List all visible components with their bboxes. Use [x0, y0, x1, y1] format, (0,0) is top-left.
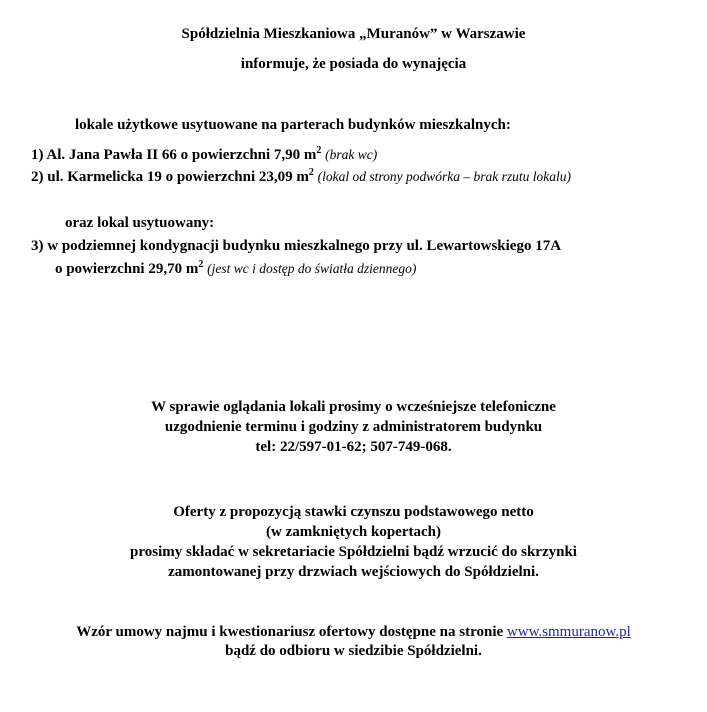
- viewing-phone: tel: 22/597-01-62; 507-749-068.: [255, 439, 452, 455]
- list-item-1-sup: 2: [316, 145, 322, 156]
- list-item-2-note: (lokal od strony podwórka – brak rzutu lokalu): [317, 169, 571, 184]
- list-item-3-sup: 2: [198, 259, 204, 270]
- offers-line-1: Oferty z propozycją stawki czynszu podstawowego netto: [173, 504, 534, 520]
- footer-line-1: [0, 622, 707, 642]
- viewing-line-2: uzgodnienie terminu i godziny z administratorem budynku: [164, 419, 543, 435]
- footer-line-2: bądź do odbioru w siedzibie Spółdzielni.: [225, 643, 482, 659]
- section2-intro: oraz lokal usytuowany:: [65, 215, 215, 231]
- website-link[interactable]: www.smmuranow.pl: [506, 624, 631, 640]
- viewing-line-1: W sprawie oglądania lokali prosimy o wcześniejsze telefoniczne: [151, 399, 556, 415]
- section1-intro: lokale użytkowe usytuowane na parterach budynków mieszkalnych:: [75, 117, 511, 133]
- offers-line-2: (w zamkniętych kopertach): [266, 524, 441, 540]
- list-item-1-text: 1) Al. Jana Pawła II 66 o powierzchni 7,90 m: [31, 147, 317, 163]
- list-item-2-text: 2) ul. Karmelicka 19 o powierzchni 23,09 m: [31, 169, 309, 185]
- list-item-3-line2: [55, 259, 416, 279]
- header-title: Spółdzielnia Mieszkaniowa „Muranów” w Warszawie: [181, 26, 526, 42]
- offers-line-4: zamontowanej przy drzwiach wejściowych do Spółdzielni.: [168, 564, 539, 580]
- list-item-3-line1: 3) w podziemnej kondygnacji budynku mieszkalnego przy ul. Lewartowskiego 17A: [31, 238, 562, 254]
- footer-text: Wzór umowy najmu i kwestionariusz ofertowy dostępne na stronie: [76, 624, 507, 640]
- list-item-1-note: (brak wc): [325, 147, 378, 162]
- offers-line-3: prosimy składać w sekretariacie Spółdzielni bądź wrzucić do skrzynki: [130, 544, 577, 560]
- list-item-3-text: o powierzchni 29,70 m: [55, 261, 199, 277]
- list-item-2: [31, 167, 571, 187]
- header-subtitle: informuje, że posiada do wynajęcia: [240, 56, 467, 72]
- list-item-1: [31, 145, 377, 165]
- list-item-3-note: (jest wc i dostęp do światła dziennego): [207, 261, 417, 276]
- list-item-2-sup: 2: [308, 167, 314, 178]
